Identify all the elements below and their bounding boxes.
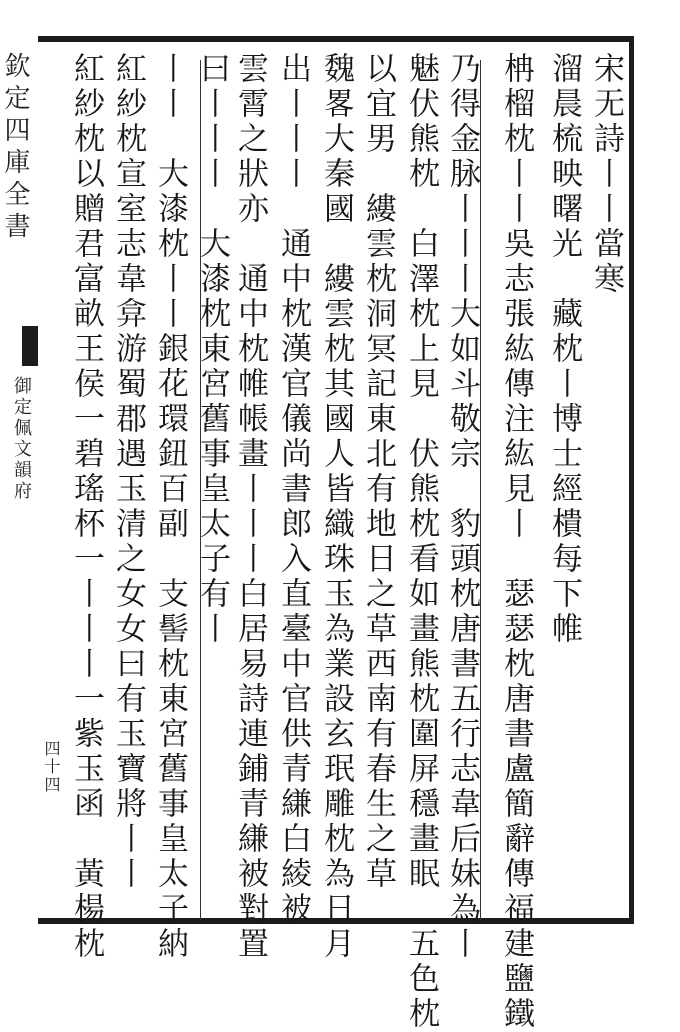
text-column-1: 宋无詩丨丨當寒 xyxy=(588,52,624,297)
text-column-7: 魏畧大秦國 縷雲枕其國人皆織珠玉為業設玄珉雕枕為日月 xyxy=(318,52,354,962)
column-rule xyxy=(480,60,481,920)
text-column-5: 魅伏熊枕 白澤枕上見 伏熊枕看如畫熊枕圍屏穩畫眠 五色枕 xyxy=(403,52,439,1032)
text-column-11: 丨丨 大漆枕丨丨銀花環鈕百副 支髻枕東宮舊事皇太子納 xyxy=(152,52,188,962)
book-edge xyxy=(0,36,38,924)
publisher-label: 御定佩文韻府 xyxy=(11,376,32,502)
text-column-4: 乃得金脉丨丨丨大如斗敬宗 豹頭枕唐書五行志韋后妹為丨 xyxy=(444,52,480,962)
text-column-2: 溜晨梳映曙光 藏枕丨博士經樻每下帷 xyxy=(546,52,582,647)
text-column-10: 曰丨丨丨 大漆枕東宮舊事皇太子有丨 xyxy=(194,52,230,647)
text-column-12: 紅紗枕宣室志韋弇游蜀郡遇玉清之女女曰有玉寶將丨丨 xyxy=(110,52,146,892)
edge-block-mark xyxy=(22,326,38,366)
page-number: 四十四 xyxy=(42,740,61,794)
text-column-13: 紅紗枕以贈君富畝王侯一碧瑤杯一丨丨丨一紫玉函 黃楊枕 xyxy=(68,52,104,962)
text-column-9: 雲霄之狀亦 通中枕帷帳畫丨丨丨白居易詩連鋪青縑被對置 xyxy=(232,52,268,962)
spine-title: 欽定四庫全書 xyxy=(0,52,30,244)
text-column-8: 出丨丨丨 通中枕漢官儀尚書郎入直臺中官供青縑白綾被 xyxy=(275,52,311,927)
text-column-3: 柟榴枕丨丨吳志張紘傳注紘見丨 瑟瑟枕唐書盧簡辭傳福建鹽鐵 xyxy=(498,52,534,1032)
text-column-6: 以宜男 縷雲枕洞冥記東北有地日之草西南有春生之草 xyxy=(360,52,396,892)
